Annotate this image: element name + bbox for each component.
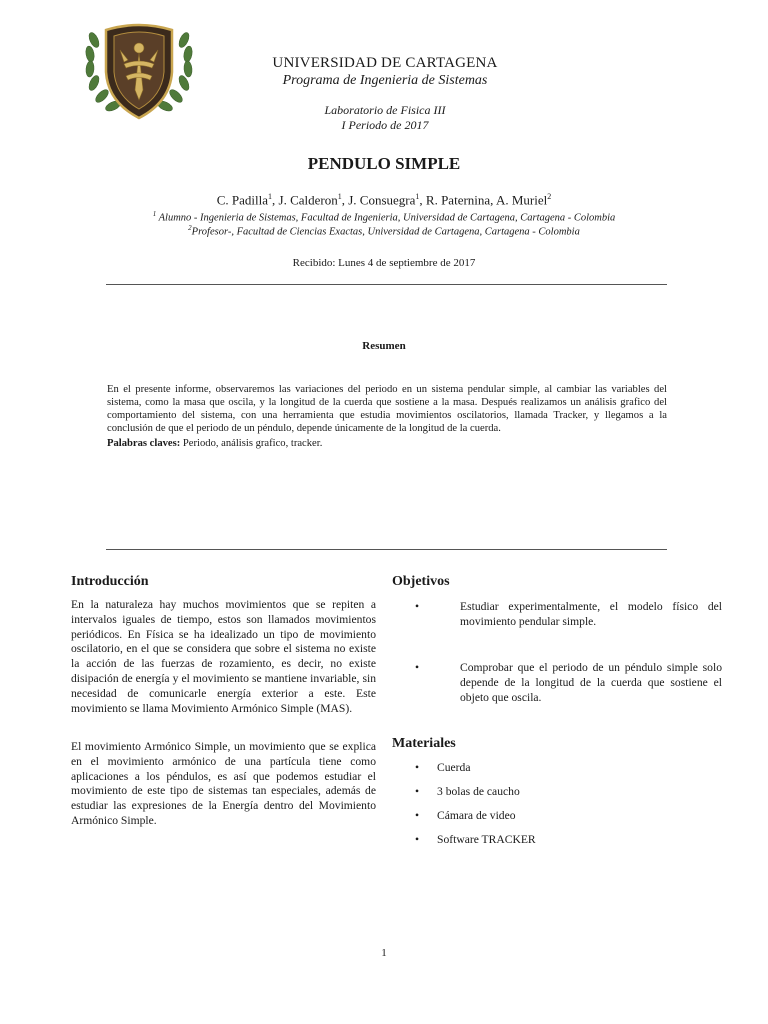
author-name: C. Padilla [216, 192, 269, 208]
bullet-icon: • [415, 600, 420, 613]
received-date: Recibido: Lunes 4 de septiembre de 2017 [292, 257, 476, 269]
author-name: J. Consuegra [348, 192, 416, 208]
keywords-text: Periodo, análisis grafico, tracker. [180, 438, 323, 449]
objectives-heading: Objetivos [392, 574, 450, 589]
lab-name: Laboratorio de Fisica III [324, 103, 446, 117]
objective-text: Estudiar experimentalmente, el modelo físico del movimiento pendular simple. [460, 600, 722, 628]
affiliation-marker: 1 [337, 192, 342, 201]
academic-period: I Periodo de 2017 [341, 118, 429, 132]
paper-title: PENDULO SIMPLE [307, 154, 461, 173]
divider [106, 284, 667, 285]
program-name: Programa de Ingenieria de Sistemas [282, 73, 488, 88]
intro-heading: Introducción [71, 574, 149, 589]
material-text: Cámara de video [437, 809, 516, 822]
affiliation-text: Profesor-, Facultad de Ciencias Exactas, Universidad de Cartagena, Cartagena - Colombia [191, 226, 580, 238]
author-name: R. Paternina [425, 192, 491, 208]
material-text: Software TRACKER [437, 833, 536, 846]
affiliation-marker: 2 [547, 192, 552, 201]
affiliation-marker: 1 [268, 192, 273, 201]
author-separator: , [341, 192, 349, 208]
affiliation-1 [0, 210, 768, 224]
bullet-icon: • [415, 661, 420, 674]
intro-paragraph-2: El movimiento Armónico Simple, un movimiento que se explica en el movimiento armónico de una partícula tiene como aplicaciones a los péndulos, es así que podemos estudiar el movimiento de este tipo de sistemas tan especiales, además de estudiar las expresiones de la Energía dentro del Movimiento Armónico Simple. [71, 740, 376, 827]
university-name: UNIVERSIDAD DE CARTAGENA [272, 55, 498, 71]
affiliation-marker: 1 [152, 210, 157, 218]
author-name: J. Calderon [278, 192, 338, 208]
affiliation-marker: 2 [188, 224, 192, 232]
author-separator: , [419, 192, 426, 208]
affiliation-2 [0, 224, 768, 238]
bullet-icon: • [415, 809, 420, 822]
affiliation-text: Alumno - Ingenieria de Sistemas, Facultad de Ingenieria, Universidad de Cartagena, Cartagena - Colombia [156, 212, 616, 224]
author-separator: , [272, 192, 279, 208]
author-list [0, 192, 768, 208]
bullet-icon: • [415, 833, 420, 846]
author-separator: , [490, 192, 496, 208]
keywords [107, 437, 667, 450]
intro-paragraph-1: En la naturaleza hay muchos movimientos que se repiten a intervalos iguales de tiempo, estos son llamados movimientos periódicos. En Física se ha idealizado un tipo de movimiento oscilatorio, en el que se considera que sobre el sistema no existe la acción de las fuerzas de rozamiento, es decir, no existe disipación de energía y el movimiento se mantiene invariable, sin necesidad de comunicarle energía exterior a este. Este movimiento se llama Movimiento Armónico Simple (MAS). [71, 598, 376, 715]
divider [106, 549, 667, 550]
affiliation-marker: 1 [415, 192, 420, 201]
page-number: 1 [381, 947, 387, 959]
material-text: Cuerda [437, 761, 471, 774]
bullet-icon: • [415, 785, 420, 798]
materials-heading: Materiales [392, 736, 456, 751]
keywords-label: Palabras claves: [107, 438, 181, 449]
author-name: A. Muriel [495, 192, 548, 208]
abstract-body: En el presente informe, observaremos las variaciones del periodo en un sistema pendular simple, al cambiar las variables del sistema, como la masa que oscila, y la longitud de la cuerda que sostiene a la masa. Después realizamos un análisis grafico del comportamiento del sistema, con una herramienta que estudia movimientos oscilatorios, llamada Tracker, y llegamos a la conclusión de que el periodo de un péndulo, depende únicamente de la longitud de la cuerda. [107, 384, 667, 434]
university-crest-logo [80, 20, 198, 124]
abstract-heading: Resumen [362, 340, 406, 352]
bullet-icon: • [415, 761, 420, 774]
objective-text: Comprobar que el periodo de un péndulo simple solo depende de la longitud de la cuerda que sostiene el objeto que oscila. [460, 661, 722, 704]
material-text: 3 bolas de caucho [437, 785, 520, 798]
